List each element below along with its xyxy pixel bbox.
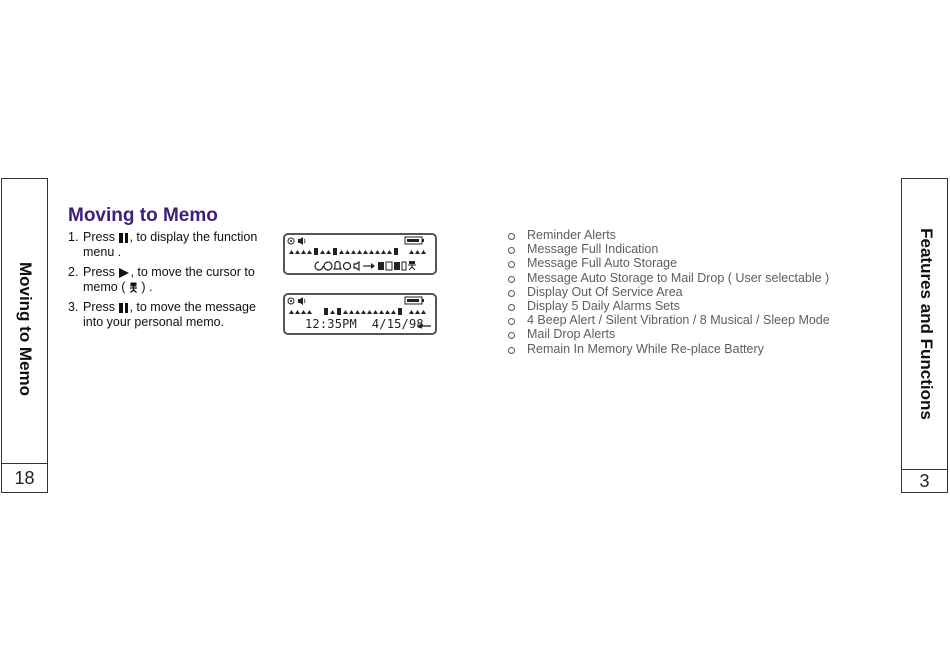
left-tab-title	[2, 179, 49, 479]
step-1	[68, 230, 273, 260]
bullet-icon	[508, 233, 515, 240]
bullet-icon	[508, 261, 515, 268]
pause-icon	[118, 303, 129, 313]
feature-text: Message Full Auto Storage	[527, 256, 678, 271]
step-text-before: Press	[83, 265, 115, 279]
steps-list	[68, 230, 273, 335]
feature-text: Message Full Indication	[527, 242, 659, 257]
step-text-after: , to display the function menu .	[83, 230, 258, 259]
feature-item	[508, 285, 830, 299]
step-text-tail: ) .	[141, 280, 153, 294]
right-page-number: 3	[919, 471, 930, 491]
features-list	[508, 228, 830, 356]
step-3	[68, 300, 273, 330]
step-text-before: Press	[83, 230, 115, 244]
left-page-number: 18	[14, 468, 35, 488]
feature-text: Mail Drop Alerts	[527, 327, 616, 342]
feature-item	[508, 313, 830, 327]
feature-text: Reminder Alerts	[527, 228, 616, 242]
left-tab-divider	[2, 463, 47, 464]
bullet-icon	[508, 304, 515, 311]
pause-icon	[118, 233, 129, 243]
bullet-icon	[508, 276, 515, 283]
feature-item	[508, 256, 830, 270]
section-heading: Moving to Memo	[68, 205, 218, 226]
bullet-icon	[508, 247, 515, 254]
bullet-icon	[508, 332, 515, 339]
feature-text: Remain In Memory While Re-place Battery	[527, 341, 764, 356]
bullet-icon	[508, 347, 515, 354]
feature-text: Display Out Of Service Area	[527, 284, 683, 299]
step-2	[68, 265, 273, 295]
feature-item	[508, 271, 830, 285]
feature-text: Display 5 Daily Alarms Sets	[527, 299, 680, 314]
feature-item	[508, 228, 830, 242]
bullet-icon	[508, 290, 515, 297]
step-text-after: , to move the cursor to memo (	[83, 265, 255, 294]
right-tab-divider	[902, 469, 947, 470]
feature-item	[508, 299, 830, 313]
lcd-graphic	[285, 235, 435, 273]
right-side-tab	[901, 178, 948, 493]
feature-text: 4 Beep Alert / Silent Vibration / 8 Musical / Sleep Mode	[527, 313, 830, 328]
feature-item	[508, 342, 830, 356]
feature-item	[508, 242, 830, 256]
bullet-icon	[508, 318, 515, 325]
feature-text: Message Auto Storage to Mail Drop ( User selectable )	[527, 270, 830, 285]
lcd-time: 12:35PM	[305, 317, 357, 331]
lcd-time-readout	[305, 317, 424, 331]
lcd-display-time	[283, 293, 437, 335]
left-tab-title-text: Moving to Memo	[16, 261, 36, 397]
left-side-tab	[1, 178, 48, 493]
step-number: 3.	[68, 300, 79, 314]
play-icon	[119, 268, 129, 278]
memo-icon	[129, 282, 138, 293]
lcd-date: 4/15/98	[371, 317, 424, 331]
step-text-before: Press	[83, 300, 115, 314]
feature-item	[508, 327, 830, 341]
step-text-after: , to move the message into your personal memo.	[83, 300, 256, 329]
right-tab-title-text: Features and Functions	[916, 228, 936, 420]
step-number: 2.	[68, 265, 79, 279]
step-number: 1.	[68, 230, 79, 244]
right-tab-title	[902, 179, 949, 469]
lcd-display-function-menu	[283, 233, 437, 275]
